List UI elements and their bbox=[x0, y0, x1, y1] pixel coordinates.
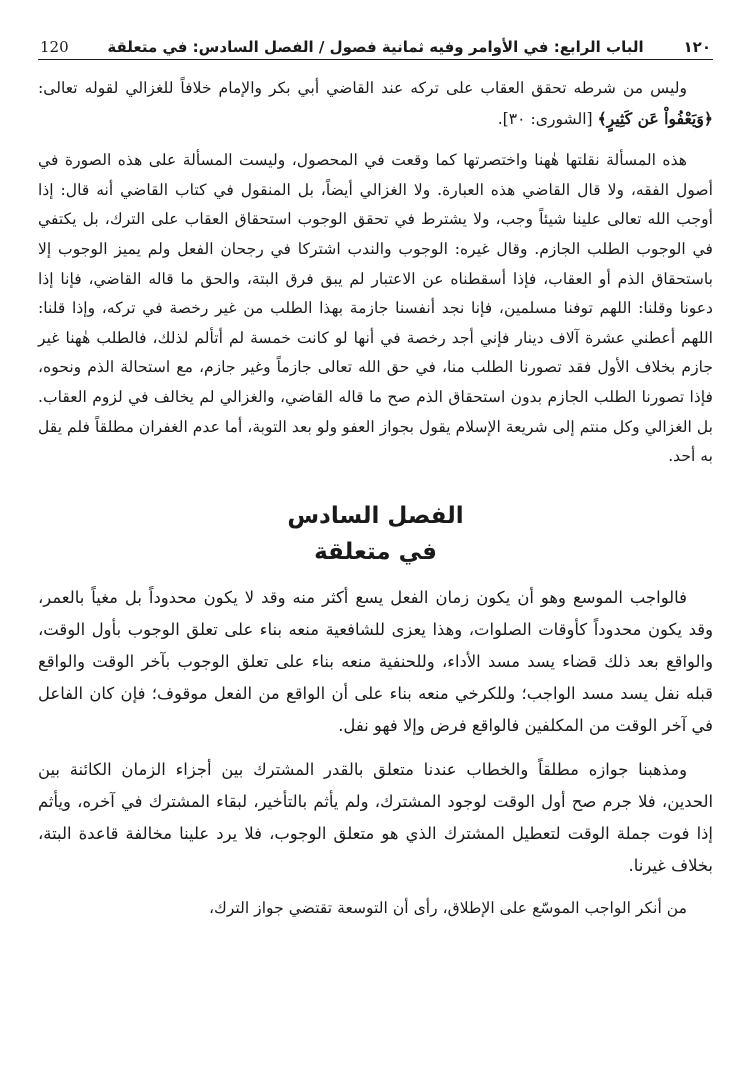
section-subtitle: في متعلقة bbox=[314, 538, 437, 565]
page-header bbox=[38, 28, 713, 60]
running-title: الباب الرابع: في الأوامر وفيه ثمانية فصول / الفصل السادس: في متعلقة bbox=[107, 38, 644, 56]
paragraph-commentary: هذه المسألة نقلتها هٰهنا واختصرتها كما وقعت في المحصول، وليست المسألة على هذه الصورة في أصول الفقه، ولا قال القاضي هذه العبارة. ولا الغزالي أيضاً، بل المنقول في كتاب القاضي أنه قال: إذا أوجب الله تعالى علينا شيئاً وجب، ولا يشترط في تحقق الوجوب استحقاق العقاب على الترك، بل يكتفي في الوجوب الطلب الجازم. وقال غيره: الوجوب والندب اشتركا في رجحان الفعل ولم يميز الوجوب إلا باستحقاق الذم أو العقاب، فإذا أسقطناه عن الاعتبار لم يبق فرق البتة، والحق ما قاله القاضي، فإنا إذا دعونا وقلنا: اللهم توفنا مسلمين، فإنا نجد أنفسنا جازمة بهذا الطلب من غير رخصة في تركه، وإذا قلنا: اللهم أعطني عشرة آلاف دينار فإني أجد رخصة في أنها لو كانت خمسة لم أتألم لذلك، فالطلب هٰهنا غير جازم بخلاف الأول فقد تصورنا الطلب منا، في حق الله تعالى جازماً وغير جازم، مع استحالة الذم ونحوه، فإذا تصورنا الطلب الجازم بدون استحقاق الذم صح ما قاله القاضي، والغزالي لم يخالف في لزوم العقاب. بل الغزالي وكل منتم إلى شريعة الإسلام يقول بجواز العفو ولو بعد التوبة، أما عدم الغفران مطلقاً فلم يقل به أحد. bbox=[38, 151, 713, 466]
verse-reference: [الشورى: ٣٠]. bbox=[497, 109, 598, 128]
paragraph-last: من أنكر الواجب الموسّع على الإطلاق، رأى أن التوسعة تقتضي جواز الترك، bbox=[208, 898, 687, 917]
page-number-arabic: ١٢٠ bbox=[683, 38, 711, 56]
paragraph-opening bbox=[38, 74, 713, 134]
paragraph-chapter-2: ومذهبنا جوازه مطلقاً والخطاب عندنا متعلق بالقدر المشترك بين أجزاء الزمان الكائنة بين الحدين، فلا جرم صح أول الوقت لوجود المشترك، ولم يأثم بالتأخير، لبقاء المشترك في آخره، ويأثم إذا فوت جملة الوقت لتعطيل المشترك الذي هو متعلق الوجوب، فلا يرد علينا مخالفة قاعدة البتة، بخلاف غيرنا. bbox=[38, 759, 713, 875]
paragraph-opening-text: وليس من شرطه تحقق العقاب على تركه عند القاضي أبي بكر والإمام خلافاً للغزالي لقوله تعالى: bbox=[38, 79, 687, 97]
quran-verse: ﴿وَيَعْفُواْ عَن كَثِيرٍ﴾ bbox=[597, 108, 713, 128]
section-title: الفصل السادس bbox=[287, 502, 464, 529]
paragraph-chapter-1: فالواجب الموسع وهو أن يكون زمان الفعل يسع أكثر منه وقد لا يكون محدوداً بل مغياً بالعمر، وقد يكون محدوداً كأوقات الصلوات، وهذا يعزى للشافعية منعه بناء على تعلق الوجوب بأول الوقت، والواقع بعد ذلك قضاء يسد مسد الأداء، وللحنفية منعه بناء على تعلق الوجوب بآخر الوقت والواقع قبله نفل يسد مسد الواجب؛ وللكرخي منعه بناء على أن الواقع من الفعل موقوف؛ فإن كان الفاعل في آخر الوقت من المكلفين فالواقع فرض وإلا فهو نفل. bbox=[38, 587, 713, 735]
page-number-latin: 120 bbox=[40, 38, 69, 56]
page-body bbox=[38, 74, 713, 923]
book-page bbox=[38, 28, 713, 935]
